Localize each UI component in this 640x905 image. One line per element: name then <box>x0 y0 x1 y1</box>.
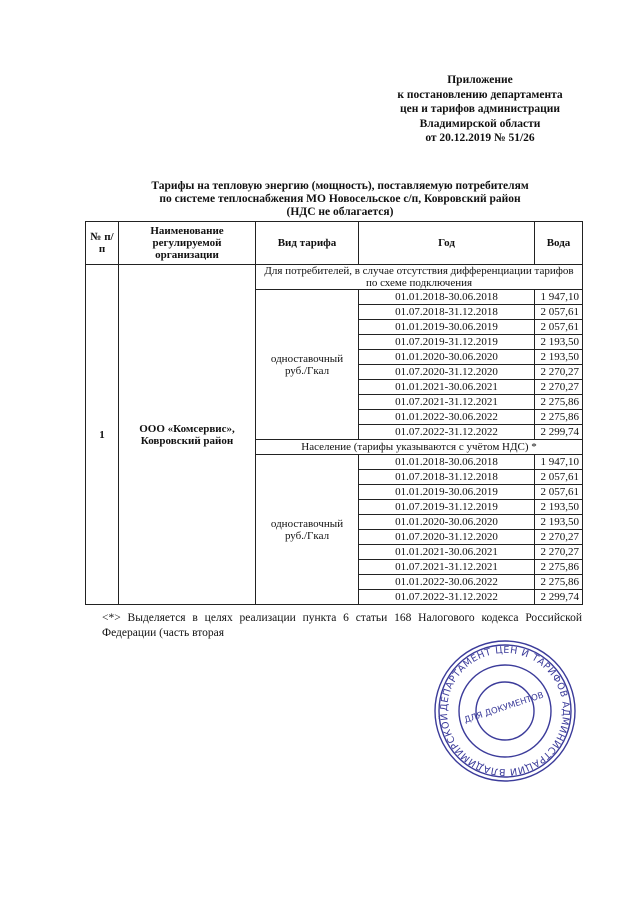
row-number: 1 <box>86 265 119 605</box>
table-header-row <box>86 222 583 265</box>
header-org: Наименование регулируемой организации <box>119 222 256 265</box>
period-cell: 01.01.2018-30.06.2018 <box>359 455 535 470</box>
organization-name: ООО «Комсервис», Ковровский район <box>119 265 256 605</box>
group-caption: Для потребителей, в случае отсутствия дифференциации тарифов по схеме подключения <box>256 265 583 290</box>
value-cell: 2 057,61 <box>535 470 583 485</box>
value-cell: 2 193,50 <box>535 515 583 530</box>
value-cell: 1 947,10 <box>535 455 583 470</box>
period-cell: 01.01.2022-30.06.2022 <box>359 575 535 590</box>
group-caption-row <box>86 265 583 290</box>
value-cell: 2 193,50 <box>535 500 583 515</box>
period-cell: 01.07.2018-31.12.2018 <box>359 305 535 320</box>
value-cell: 2 270,27 <box>535 380 583 395</box>
period-cell: 01.07.2019-31.12.2019 <box>359 500 535 515</box>
period-cell: 01.07.2020-31.12.2020 <box>359 365 535 380</box>
appendix-line: цен и тарифов администрации <box>400 103 560 115</box>
value-cell: 2 193,50 <box>535 335 583 350</box>
value-cell: 2 275,86 <box>535 410 583 425</box>
group-caption: Население (тарифы указываются с учётом НДС) * <box>256 440 583 455</box>
value-cell: 2 275,86 <box>535 560 583 575</box>
appendix-line: Приложение <box>447 74 513 86</box>
period-cell: 01.01.2019-30.06.2019 <box>359 485 535 500</box>
title-line: (НДС не облагается) <box>286 206 394 218</box>
period-cell: 01.07.2018-31.12.2018 <box>359 470 535 485</box>
value-cell: 2 270,27 <box>535 530 583 545</box>
period-cell: 01.01.2018-30.06.2018 <box>359 290 535 305</box>
period-cell: 01.07.2021-31.12.2021 <box>359 395 535 410</box>
tariff-type: одноставочный руб./Гкал <box>256 290 359 440</box>
document-title <box>100 180 580 219</box>
value-cell: 1 947,10 <box>535 290 583 305</box>
stamp-icon <box>430 636 580 786</box>
appendix-line: к постановлению департамента <box>397 88 563 101</box>
value-cell: 2 299,74 <box>535 590 583 605</box>
title-line: по системе теплоснабжения МО Новосельское с/п, Ковровский район <box>159 193 521 205</box>
period-cell: 01.07.2022-31.12.2022 <box>359 425 535 440</box>
title-line: Тарифы на тепловую энергию (мощность), поставляемую потребителям <box>151 180 529 192</box>
tariff-type: одноставочный руб./Гкал <box>256 455 359 605</box>
period-cell: 01.07.2020-31.12.2020 <box>359 530 535 545</box>
official-stamp <box>430 636 580 786</box>
period-cell: 01.07.2022-31.12.2022 <box>359 590 535 605</box>
appendix-line: от 20.12.2019 № 51/26 <box>425 132 535 144</box>
value-cell: 2 057,61 <box>535 305 583 320</box>
period-cell: 01.01.2021-30.06.2021 <box>359 545 535 560</box>
appendix-line: Владимирской области <box>419 117 541 130</box>
value-cell: 2 057,61 <box>535 320 583 335</box>
value-cell: 2 270,27 <box>535 545 583 560</box>
value-cell: 2 057,61 <box>535 485 583 500</box>
header-water: Вода <box>535 222 583 265</box>
appendix-block <box>380 73 580 146</box>
period-cell: 01.01.2019-30.06.2019 <box>359 320 535 335</box>
value-cell: 2 193,50 <box>535 350 583 365</box>
header-num: № п/п <box>86 222 119 265</box>
period-cell: 01.01.2022-30.06.2022 <box>359 410 535 425</box>
value-cell: 2 270,27 <box>535 365 583 380</box>
value-cell: 2 275,86 <box>535 575 583 590</box>
stamp-ring-text: ДЕПАРТАМЕНТ ЦЕН И ТАРИФОВ АДМИНИСТРАЦИИ ВЛАДИМИРСКОЙ <box>438 644 572 778</box>
header-year: Год <box>359 222 535 265</box>
period-cell: 01.01.2020-30.06.2020 <box>359 350 535 365</box>
tariff-table <box>85 221 583 605</box>
period-cell: 01.01.2021-30.06.2021 <box>359 380 535 395</box>
period-cell: 01.07.2021-31.12.2021 <box>359 560 535 575</box>
value-cell: 2 299,74 <box>535 425 583 440</box>
header-tariff-type: Вид тарифа <box>256 222 359 265</box>
period-cell: 01.01.2020-30.06.2020 <box>359 515 535 530</box>
value-cell: 2 275,86 <box>535 395 583 410</box>
period-cell: 01.07.2019-31.12.2019 <box>359 335 535 350</box>
footnote: <*> Выделяется в целях реализации пункта 6 статьи 168 Налогового кодекса Российской Федерации (часть вторая <box>102 612 582 639</box>
stamp-center-text: ДЛЯ ДОКУМЕНТОВ <box>463 690 546 726</box>
